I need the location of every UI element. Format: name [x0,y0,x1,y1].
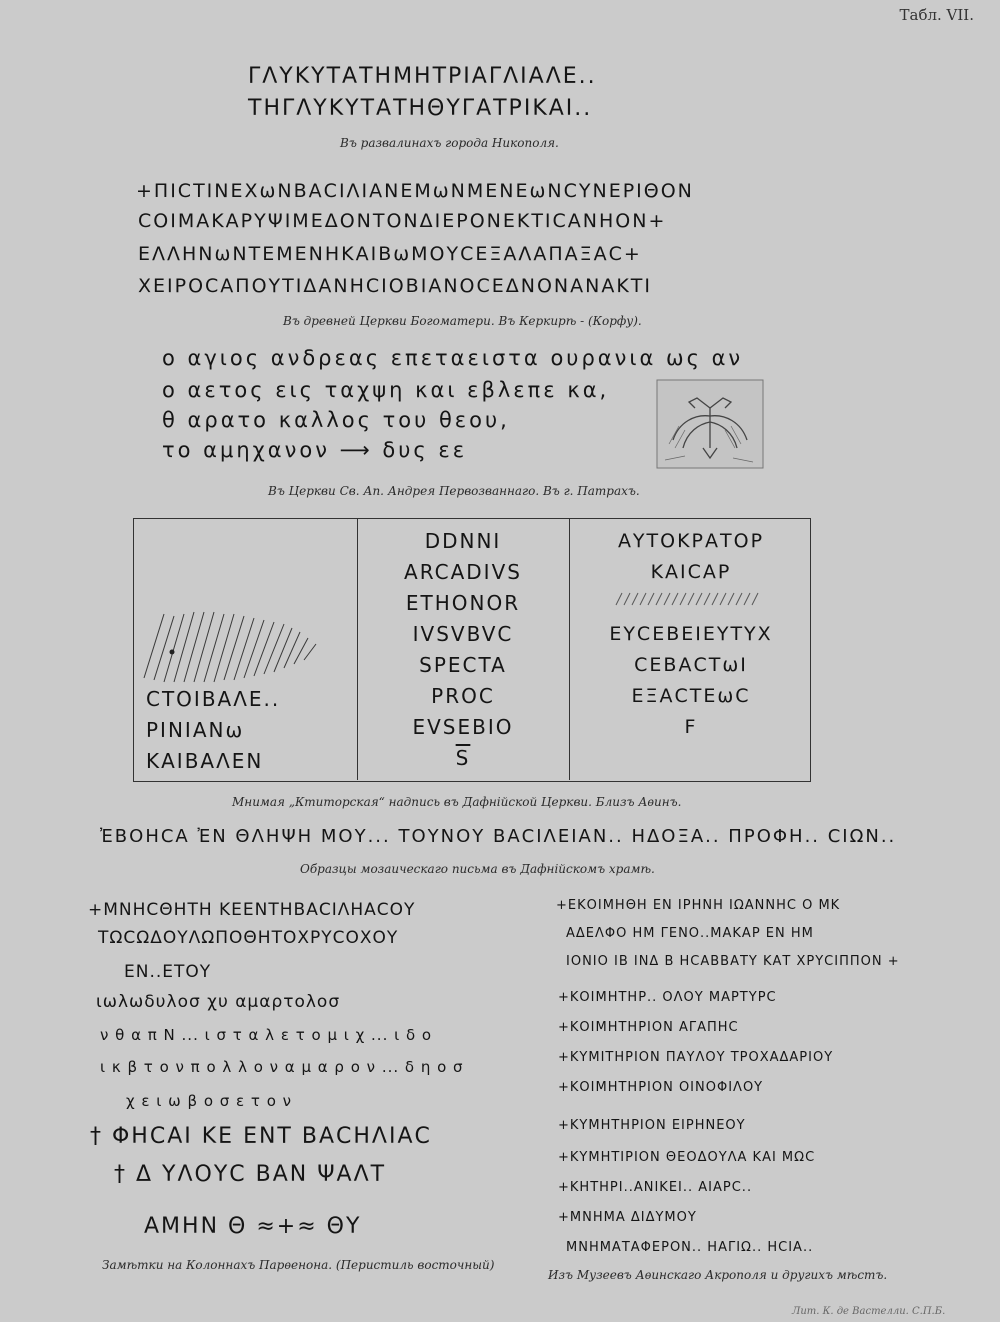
acropolis-line-11: +ΜΝΗΜΑ ΔΙΔΥΜΟΥ [558,1210,697,1225]
double-eagle-relief-icon [655,378,765,470]
parthenon-caption: Замѣтки на Колоннахъ Парѳенона. (Перистиль восточный) [102,1258,495,1272]
corfu-line-4: ΧΕΙΡΟСΑΠΟΥΤΙΔΑΝΗСΙΟΒΙΑΝΟСΕΔΝΟΝΑΝΑΚΤΙ [138,275,653,297]
daphni-caption: Образцы мозаическаго письма въ Дафнійскомъ храмѣ. [300,862,655,876]
corfu-line-3: ΕΛΛΗΝωΝΤΕΜΕΝΗΚΑΙΒωΜΟΥСΕΞΑΛΑΠΑΞΑС+ [138,243,642,265]
nicopolis-line-2: ΤΗΓΛΥΚΥΤΑΤΗΘΥΓΑΤΡΙΚΑΙ.. [248,96,593,121]
table-middle-line: ETHONOR [405,591,521,615]
acropolis-line-7: +ΚΟΙΜΗΤΗΡΙΟΝ ΟΙΝΟΦΙΛΟΥ [558,1080,764,1095]
parthenon-line-5: ν θ α π Ν ... ι σ τ α λ ε τ ο μ ι χ ... ι δ ο [100,1026,433,1044]
acropolis-line-4: +ΚΟΙΜΗΤΗΡ.. ΟΛΟΥ ΜΑΡΤΥΡС [558,990,777,1005]
corfu-caption: Въ древней Церкви Богоматери. Въ Керкирѣ - (Корфу). [283,314,642,328]
table-right-line: ΕΥCΕΒΕΙΕΥΤΥΧ [609,623,773,645]
table-right-line: CΕΒΑCΤωΙ [634,654,748,676]
table-middle-column [367,526,559,774]
table-middle-line: $\overline{S}$ [455,746,471,770]
table-divider-1 [357,518,358,780]
table-left-line: ΚΑΙΒΑΛΕΝ [146,749,264,773]
plate-number: Табл. VII. [899,6,974,24]
parthenon-line-7: χ ε ι ω β ο σ ε τ ο ν [126,1092,293,1110]
corfu-line-2: СΟΙΜΑΚΑΡΥΨΙΜΕΔΟΝΤΟΝΔΙΕΡΟΝΕΚΤΙСΑΝΗΟΝ+ [138,210,667,232]
hatched-damage-area [140,608,330,686]
patras-line-4: το αμηχανον ⟶ δυς εε [162,438,468,462]
parthenon-line-4: ιωλωδυλοσ χυ αμαρτολοσ [96,992,341,1012]
table-right-erased-line [579,588,803,619]
table-middle-line: DDNNI [424,529,502,553]
parthenon-line-1: +ΜΝΗСΘΗΤΗ ΚΕΕΝΤΗΒΑСΙΛΗΑСΟΥ [88,900,416,920]
printer-imprint: Лит. К. де Вастелли. С.П.Б. [792,1306,946,1317]
nicopolis-line-1: ΓΛΥΚΥΤΑΤΗΜΗΤΡΙΑΓΛΙΑΛΕ.. [248,64,597,89]
acropolis-line-2: ΑΔΕΛΦΟ ΗΜ ΓΕΝΟ..ΜΑΚΑΡ ΕΝ ΗΜ [566,926,814,941]
table-right-line: ΕΞΑCΤΕωC [631,685,751,707]
parthenon-line-6: ι κ β τ ο ν π ο λ λ ο ν α μ α ρ ο ν ... δ η ο σ [100,1058,464,1076]
patras-line-2: ο αετος εις ταχψη και εβλεπε κα, [162,378,610,402]
daphni-mosaic-line: ἘΒΟΗСΑ ἘΝ ΘΛΗΨΗ ΜΟΥ... ΤΟΥΝΟΥ ΒΑСΙΛΕΙΑΝ.. ΗΔΟΞΑ.. ΠΡΟΦΗ.. СΙΩΝ.. [100,826,897,847]
table-caption: Мнимая „Ктиторская“ надпись въ Дафнійской Церкви. Близъ Аѳинъ. [232,795,682,809]
table-middle-line: EVSEBIO [412,715,514,739]
acropolis-line-10: +ΚΗΤΗΡΙ..ΑΝΙΚΕΙ.. ΑΙΑΡС.. [558,1180,753,1195]
patras-line-3: θ αρατο καλλος του θεου, [162,408,510,432]
corfu-line-1: +ΠΙСΤΙΝΕΧωΝΒΑСΙΛΙΑΝΕΜωΝΜΕΝΕωΝСΥΝΕΡΙΘΟΝ [136,180,694,202]
table-right-line: ΚΑΙCΑΡ [650,561,732,583]
table-right-line: F [684,716,698,738]
patras-line-1: ο αγιος ανδρεας επεταειστα ουρανια ως αν [162,346,744,370]
erased-text-hatching [606,589,776,609]
parthenon-big-line-3: ΑΜΗΝ Θ ≈+≈ ΘΥ [144,1214,362,1239]
acropolis-line-5: +ΚΟΙΜΗΤΗΡΙΟΝ ΑΓΑΠΗС [558,1020,739,1035]
table-left-column [146,684,280,777]
table-middle-line: ARCADIVS [404,560,522,584]
nicopolis-caption: Въ развалинахъ города Никополя. [340,136,559,150]
table-middle-line: PROC [431,684,495,708]
acropolis-caption: Изъ Музеевъ Аѳинскаго Акрополя и другихъ мѣстъ. [548,1268,888,1282]
table-divider-2 [569,518,570,780]
acropolis-line-8: +ΚΥΜΗΤΗΡΙΟΝ ΕΙΡΗΝΕΟΥ [558,1118,746,1133]
acropolis-line-1: +ΕΚΟΙΜΗΘΗ ΕΝ ΙΡΗΝΗ ΙΩΑΝΝΗС Ο ΜΚ [556,898,841,913]
parthenon-line-2: ΤΩСΩΔΟΥΛΩΠΟΘΗΤΟΧΡΥСΟΧΟΥ [98,928,399,948]
table-right-column [579,526,803,743]
table-left-line: CΤΟΙΒΑΛΕ.. [146,687,281,711]
parthenon-big-line-2: † Δ ΥΛΟΥС ΒΑΝ ΨΑΛΤ [114,1162,387,1187]
patras-caption: Въ Церкви Св. Ап. Андрея Первозваннаго. Въ г. Патрахъ. [268,484,640,498]
parthenon-line-3: ΕΝ..ΕΤΟΥ [124,962,212,982]
table-right-line: ΑΥΤΟΚΡΑΤΟΡ [617,530,765,552]
acropolis-line-9: +ΚΥΜΗΤΙΡΙΟΝ ΘΕΟΔΟΥΛΑ ΚΑΙ ΜΩС [558,1150,816,1165]
acropolis-line-6: +ΚΥΜΙΤΗΡΙΟΝ ΠΑΥΛΟΥ ΤΡΟΧΑΔΑΡΙΟΥ [558,1050,834,1065]
parthenon-big-line-1: † ΦΗСΑΙ ΚΕ ΕΝΤ ΒΑСΗΛΙΑС [90,1124,432,1149]
table-left-line: ΡΙΝΙΑΝω [146,718,245,742]
acropolis-line-3: ΙΟΝΙΟ ΙΒ ΙΝΔ Β ΗСΑΒΒΑΤΥ ΚΑΤ ΧΡΥСΙΠΠΟΝ + [566,954,900,969]
table-middle-line: SPECTA [419,653,507,677]
table-middle-line: IVSVBVC [412,622,514,646]
acropolis-line-12: ΜΝΗΜΑΤΑΦΕΡΟΝ.. ΗΑΓΙΩ.. ΗСΙΑ.. [566,1240,814,1255]
